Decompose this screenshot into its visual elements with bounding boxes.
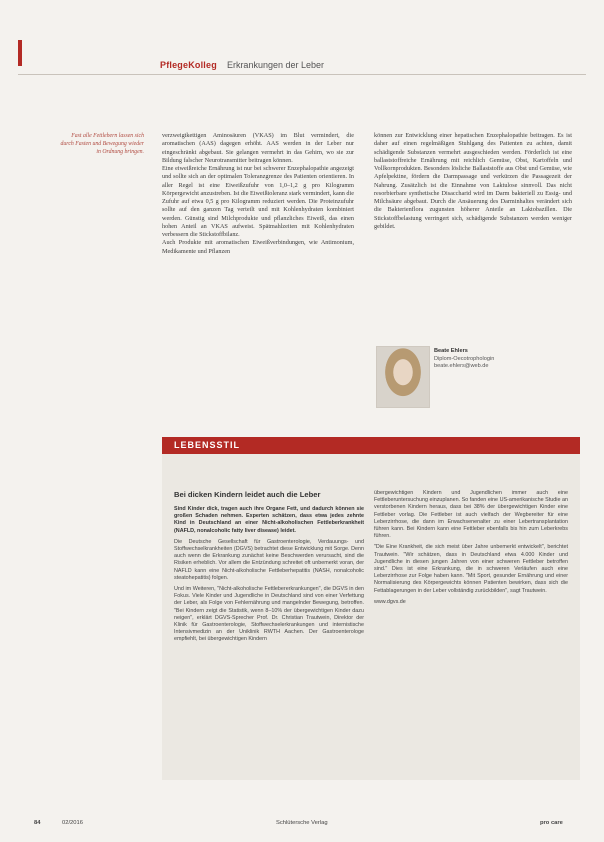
running-header	[160, 60, 324, 70]
header-section: PflegeKolleg	[160, 60, 217, 70]
issue-date: 02/2016	[62, 820, 83, 826]
pull-quote: Fast alle Fettlebern lassen sich durch Fasten und Bewegung wieder in Ordnung bringen.	[60, 133, 144, 156]
article-paragraph: Eine eiweißreiche Ernährung ist nur bei schwerer Enzephalopathie angezeigt und sollte sich an der optimalen Toleranzgrenze des Patienten orientieren. In aller Regel ist eine Eiweißzufuhr von 1,0–1,2 g pro Kilogramm Körpergewicht anzustreben. Ist die Eiweißtoleranz stark vermindert, kann die Zufuhr auf etwa 0,5 g pro Kilogramm reduziert werden. Die Proteinzufuhr sollte auf den ganzen Tag verteilt und mit Kohlenhydraten kombiniert werden. Günstig sind Milchprodukte und pflanzliches Eiweiß, das einen hohen Anteil an VKAS aufweist. Spätmahlzeiten mit Kohlenhydraten verbessern die Stickstoffbilanz.	[162, 165, 354, 238]
sidebar-box-label-text: LEBENSSTIL	[174, 440, 241, 450]
author-title: Diplom-Oecotrophologin	[434, 355, 495, 362]
header-accent-bar	[18, 40, 22, 66]
box-column-2	[374, 490, 568, 610]
article-paragraph: können zur Entwicklung einer hepatischen Enzephalopathie beitragen. Es ist daher auf einen regelmäßigen Stuhlgang des Patienten zu achten, damit schädigende Substanzen vermehrt ausgeschieden werden. Förderlich ist eine ballaststoffreiche Ernährung mit reichlich Gemüse, Obst, Kartoffeln und Vollkornprodukten. Besonders lösliche Ballaststoffe aus Obst und Gemüse, wie Apfelpektine, fördern die Darmpassage und verkürzen die Passagezeit der Nahrung. Zusätzlich ist die Einnahme von Laktulose sinnvoll. Das nicht resorbierbare synthetische Disaccharid wird im Darm bakteriell zu Essig- und Milchsäure abgebaut. Durch die Ansäuerung des Darminhaltes verändert sich die Bakterienflora zugunsten höherer Anteile an Laktobazillen. Die Stickstoffbelastung verringert sich, schädigende Substanzen werden weniger gebildet.	[374, 132, 572, 230]
author-email: beate.ehlers@web.de	[434, 363, 489, 369]
header-topic: Erkrankungen der Leber	[226, 60, 324, 70]
box-paragraph: Und im Weiteren, "Nicht-alkoholische Fettlebererkrankungen", die DGVS in den Fokus. Viele Kinder und Jugendliche in Deutschland sind von einer Verfettung der Leber, als Folge von Fehlernährung und mangelnder Bewegung, betroffen. "Bei Kindern zeigt die Statistik, wenn 8–10% der übergewichtigen Kinder dazu neigen", erklärt DGVS-Sprecher Prof. Dr. Christian Trautwein, Direktor der Klinik für Gastroenterologie, Stoffwechselerkrankungen und internistische Intensivmedizin an der Uniklinik RWTH Aachen. Der Gastroenterologe empfiehlt, bei übergewichtigen Kindern	[174, 586, 364, 643]
box-paragraph: Die Deutsche Gesellschaft für Gastroenterologie, Verdauungs- und Stoffwechselkrankheiten (DGVS) betrachtet diese Entwicklung mit Sorge. Denn auch wenn die Erkrankung zunächst keine Beschwerden verursacht, sind die Risiken erheblich. Vor allem die Entzündung schreitet oft unbemerkt voran, der NAFLD kann eine Nicht-alkoholische Fettleberhepatitis (NASH, nonalcoholic steatohepatitis) folgen.	[174, 538, 364, 581]
article-paragraph: verzweigtkettigen Aminosäuren (VKAS) im Blut vermindert, die aromatischen (AAS) dagegen erhöht. AAS werden in der Leber nur eingeschränkt abgebaut. Sie gelangen vermehrt in das Gehirn, wo sie zur Bildung falscher Neurotransmitter beitragen können.	[162, 132, 354, 164]
author-name: Beate Ehlers	[434, 348, 468, 354]
article-paragraph: Auch Produkte mit aromatischen Eiweißverbindungen, wie Antimonium, Medikamente und Pflanzen	[162, 239, 354, 255]
sidebar-box-label	[162, 437, 580, 454]
box-headline: Bei dicken Kindern leidet auch die Leber	[174, 490, 321, 499]
publisher: Schlütersche Verlag	[276, 820, 328, 826]
box-column-1	[174, 506, 364, 648]
article-column-2	[374, 132, 572, 231]
author-photo	[376, 346, 430, 408]
box-paragraph: übergewichtigen Kindern und Jugendlichen immer auch eine Fettleberuntersuchung einzuplanen. So fanden eine US-amerikanische Studie an verstorbenen Kindern heraus, dass bei 38% der übergewichtigen Kinder eine Fettleber vorlag. Die Fettleber ist auch vielfach der Wegbereiter für eine Leberzirrhose, die dann im Erwachsenenalter zu einer Lebertransplantation führen kann. Bei Kindern kann eine Fettleber ebenfalls bis hin zum Leberkrebs führen.	[374, 490, 568, 540]
author-info	[434, 348, 494, 371]
box-source[interactable]: www.dgvs.de	[374, 598, 406, 605]
box-lead: Sind Kinder dick, tragen auch ihre Organe Fett, und dadurch können sie großen Schaden nehmen. Experten schätzen, dass etwa jedes zehnte Kind in Deutschland an einer Nicht-alkoholischen Fettleberkrankheit (NAFLD, nonalcoholic fatty liver disease) leidet.	[174, 506, 364, 534]
page-number: 84	[34, 820, 41, 826]
magazine-name: pro care	[540, 820, 563, 826]
box-paragraph: "Die Eine Krankheit, die sich meist über Jahre unbemerkt entwickelt", berichtet Trautwein. "Wir schätzen, dass in Deutschland etwa 4.000 Kinder und Jugendliche in diesen jungen Jahren von einer schweren Fettleber betroffen sind." Dies ist eine Erkrankung, die in schweren Verläufen auch eine Leberzirrhose zur Folge haben kann. "Mit Sport, gesunder Ernährung und einer Normalisierung des Körpergewichts können Patienten bewirken, dass sich die Fettablagerungen in der Leber vollständig zurückbilden", sagt Trautwein.	[374, 544, 568, 594]
article-column-1	[162, 132, 354, 256]
